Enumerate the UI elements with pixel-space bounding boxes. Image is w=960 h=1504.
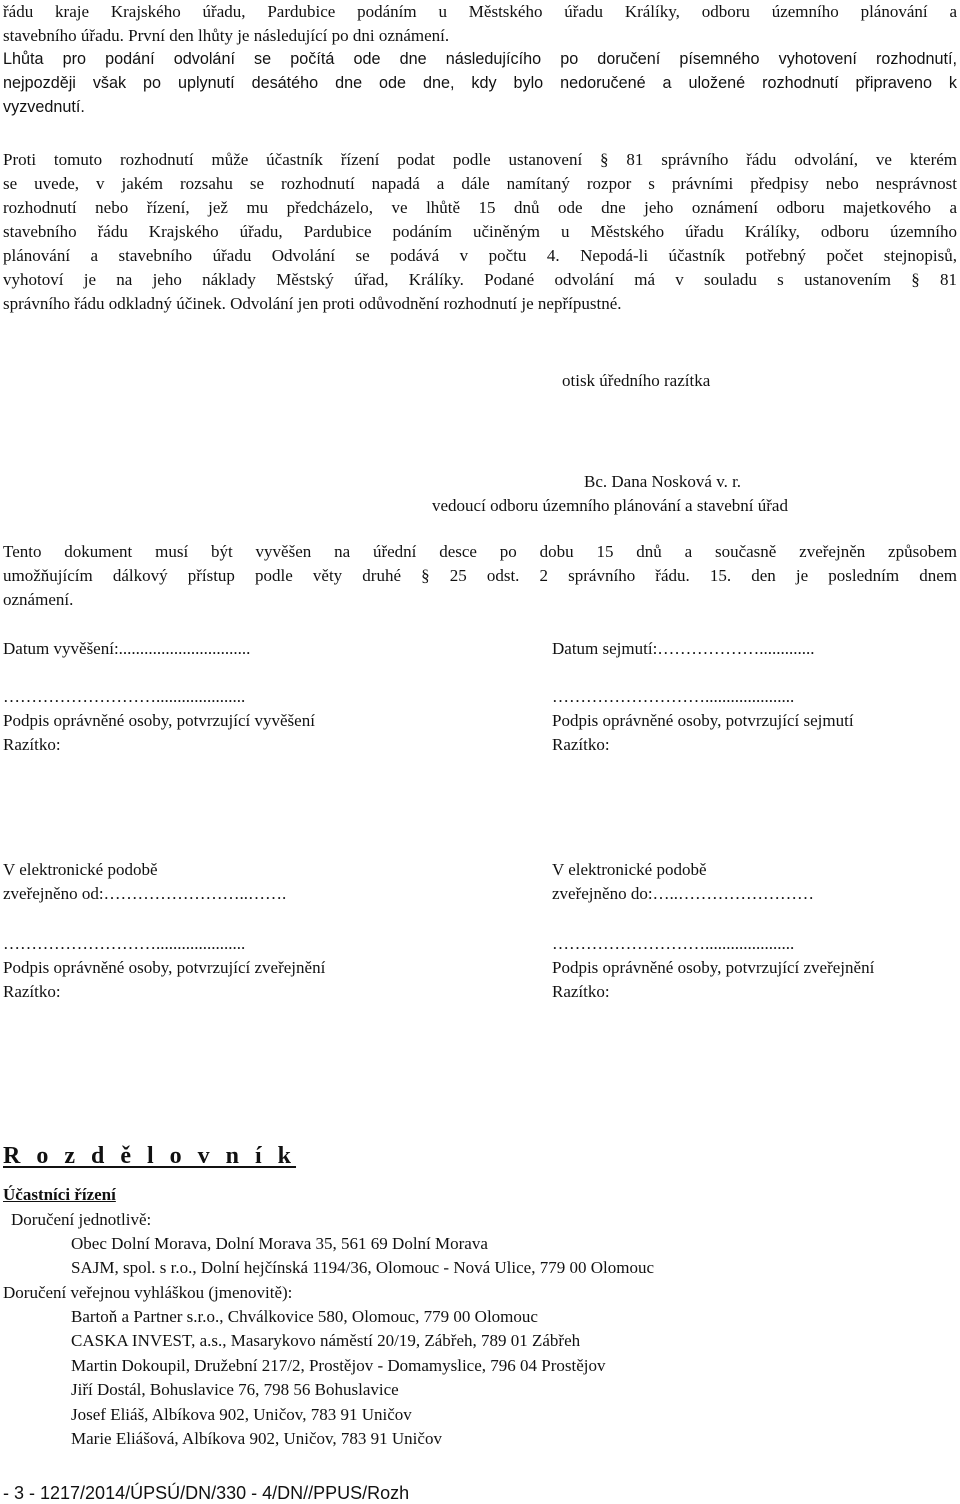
list-item: Jiří Dostál, Bohuslavice 76, 798 56 Bohuslavice [71, 1380, 399, 1399]
text-line: vyzvednutí. [3, 98, 85, 116]
published-from-field[interactable]: zveřejněno od:……………………..……. [3, 884, 287, 903]
sign-posted-label: Podpis oprávněné osoby, potvrzující vyvěšení [3, 711, 315, 730]
text-line: umožňujícím dálkový přístup podle věty druhé § 25 odst. 2 správního řádu. 15. den je posledním dnem [3, 566, 957, 585]
list-item: Marie Eliášová, Albíkova 902, Uničov, 783 91 Uničov [71, 1429, 442, 1448]
text-line: správního řádu odkladný účinek. Odvolání jen proti odůvodnění rozhodnutí je nepřípustné. [3, 294, 622, 313]
sign-published-label: Podpis oprávněné osoby, potvrzující zveřejnění [3, 958, 326, 977]
signature-line[interactable]: ………………………..................... [3, 687, 246, 706]
distribution-heading: R o z d ě l o v n í k [3, 1143, 297, 1169]
participants-heading: Účastníci řízení [3, 1185, 116, 1204]
text-line: plánování a stavebního úřadu Odvolání se podává v počtu 4. Nepodá-li účastník potřebný počet stejnopisů, [3, 246, 957, 265]
text-line: Tento dokument musí být vyvěšen na úřední desce po dobu 15 dnů a současně zveřejněn způsobem [3, 542, 957, 561]
intro-paragraph [3, 0, 957, 48]
text-line: rozhodnutí nebo řízení, jež mu předcházelo, ve lhůtě 15 dnů ode dne jeho oznámení odboru majetkového a [3, 198, 957, 217]
public-delivery-label: Doručení veřejnou vyhláškou (jmenovitě): [3, 1283, 293, 1302]
sign-published-label: Podpis oprávněné osoby, potvrzující zveřejnění [552, 958, 875, 977]
list-item: Obec Dolní Morava, Dolní Morava 35, 561 69 Dolní Morava [71, 1234, 488, 1253]
list-item: CASKA INVEST, a.s., Masarykovo náměstí 20/19, Zábřeh, 789 01 Zábřeh [71, 1331, 581, 1350]
text-line: se uvede, v jakém rozsahu se rozhodnutí napadá a dále namítaný rozpor s právními předpisy nebo nesprávnost [3, 174, 957, 193]
text-line: Lhůta pro podání odvolání se počítá ode dne následujícího po doručení písemného vyhotovení rozhodnutí, [3, 50, 957, 68]
posted-date-field[interactable]: Datum vyvěšení:............................... [3, 639, 251, 658]
stamp-label: Razítko: [552, 982, 610, 1001]
stamp-label: Razítko: [552, 735, 610, 754]
list-item: Bartoň a Partner s.r.o., Chválkovice 580, Olomouc, 779 00 Olomouc [71, 1307, 538, 1326]
stamp-label: Razítko: [3, 982, 61, 1001]
list-item: Josef Eliáš, Albíkova 902, Uničov, 783 91 Uničov [71, 1405, 412, 1424]
published-to-field[interactable]: zveřejněno do:…..…………………… [552, 884, 815, 903]
signatory-title: vedoucí odboru územního plánování a stavební úřad [432, 496, 788, 515]
text-line: oznámení. [3, 590, 74, 609]
signature-line[interactable]: ………………………..................... [552, 687, 795, 706]
signature-line[interactable]: ………………………..................... [552, 934, 795, 953]
posting-paragraph [3, 540, 957, 612]
appeal-paragraph [3, 148, 957, 316]
stamp-placeholder: otisk úředního razítka [562, 371, 711, 390]
text-line: nejpozději však po uplynutí desátého dne ode dne, kdy bylo nedoručené a uložené rozhodnutí připraveno k [3, 74, 957, 92]
signatory-name: Bc. Dana Nosková v. r. [584, 472, 742, 491]
individual-delivery-label: Doručení jednotlivě: [11, 1210, 152, 1229]
text-line: stavebního úřadu. První den lhůty je následující po dni oznámení. [3, 26, 450, 45]
removed-date-field[interactable]: Datum sejmutí:………………............. [552, 639, 815, 658]
text-line: stavebního řádu Krajského úřadu, Pardubice podáním učiněným u Městského úřadu Králíky, odboru územního [3, 222, 957, 241]
text-line: řádu kraje Krajského úřadu, Pardubice podáním u Městského úřadu Králíky, odboru územního plánování a [3, 2, 957, 21]
list-item: SAJM, spol. s r.o., Dolní hejčínská 1194/36, Olomouc - Nová Ulice, 779 00 Olomouc [71, 1258, 654, 1277]
page-footer: - 3 - 1217/2014/ÚPSÚ/DN/330 - 4/DN//PPUS/Rozh [3, 1483, 410, 1503]
sign-removed-label: Podpis oprávněné osoby, potvrzující sejmutí [552, 711, 854, 730]
electronic-label: V elektronické podobě [552, 860, 707, 879]
deadline-paragraph [3, 47, 957, 119]
electronic-label: V elektronické podobě [3, 860, 158, 879]
text-line: vyhotoví je na jeho náklady Městský úřad, Králíky. Podané odvolání má v souladu s ustanovením § 81 [3, 270, 957, 289]
signature-line[interactable]: ………………………..................... [3, 934, 246, 953]
list-item: Martin Dokoupil, Družební 217/2, Prostějov - Domamyslice, 796 04 Prostějov [71, 1356, 606, 1375]
stamp-label: Razítko: [3, 735, 61, 754]
text-line: Proti tomuto rozhodnutí může účastník řízení podat podle ustanovení § 81 správního řádu odvolání, ve kterém [3, 150, 957, 169]
